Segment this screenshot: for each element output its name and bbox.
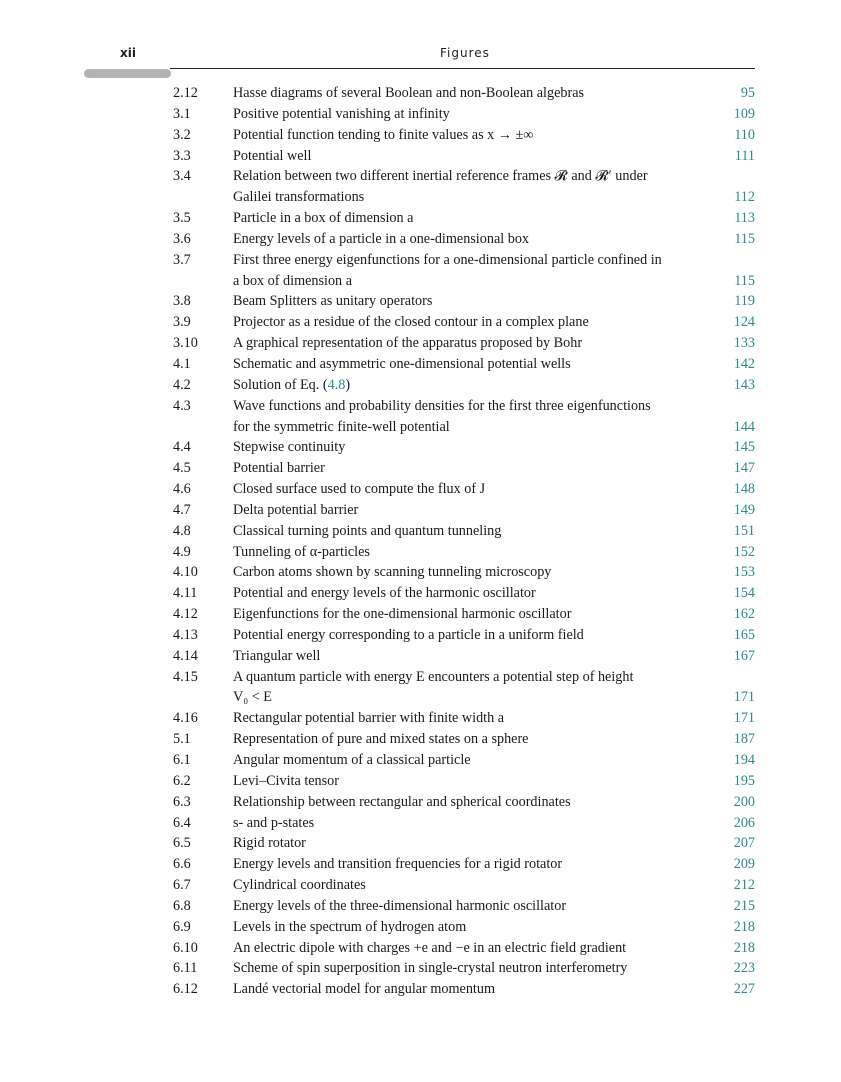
page-link[interactable]: 110 — [734, 126, 755, 143]
entry-line — [173, 583, 755, 604]
entry-line — [173, 875, 755, 896]
figure-title: Positive potential vanishing at infinity — [233, 105, 450, 122]
figure-title: Eigenfunctions for the one-dimensional harmonic oscillator — [233, 606, 572, 623]
figure-number: 4.2 — [173, 376, 191, 393]
figure-title: A quantum particle with energy E encounters a potential step of height — [233, 668, 634, 685]
figure-number: 4.14 — [173, 647, 198, 664]
entry-line — [173, 917, 755, 938]
page-link[interactable]: 143 — [733, 376, 755, 393]
page-link[interactable]: 145 — [733, 439, 755, 456]
figure-number: 6.1 — [173, 752, 191, 768]
figure-number: 6.7 — [173, 877, 191, 894]
page-link[interactable]: 171 — [733, 710, 755, 727]
figure-title: Levels in the spectrum of hydrogen atom — [233, 918, 467, 935]
entry-line — [173, 854, 755, 875]
page-link[interactable]: 171 — [733, 689, 755, 706]
page-link[interactable]: 151 — [733, 522, 755, 539]
list-item[interactable] — [173, 229, 755, 250]
page-link[interactable]: 147 — [733, 460, 755, 477]
entry-line — [173, 833, 755, 854]
entry-line — [173, 958, 755, 979]
list-item[interactable] — [173, 583, 755, 604]
entry-line — [173, 229, 755, 250]
figure-number: 4.7 — [173, 501, 191, 518]
figure-title: Carbon atoms shown by scanning tunneling microscopy — [233, 564, 552, 581]
list-item[interactable] — [173, 979, 755, 1000]
list-item[interactable] — [173, 813, 755, 834]
entry-line — [173, 479, 755, 500]
figure-title: Triangular well — [233, 647, 321, 664]
figure-title: Beam Splitters as unitary operators — [233, 293, 433, 310]
figure-title: for the symmetric finite-well potential — [233, 418, 450, 435]
entry-line — [173, 562, 755, 583]
figure-number: 6.3 — [173, 793, 191, 810]
figure-number: 4.12 — [173, 606, 198, 623]
figure-number: 6.8 — [173, 897, 191, 914]
page-link[interactable]: 133 — [733, 335, 755, 352]
list-item[interactable] — [173, 792, 755, 813]
list-item[interactable] — [173, 125, 755, 146]
list-item[interactable] — [173, 458, 755, 479]
figure-number: 6.10 — [173, 939, 198, 956]
figure-number: 4.16 — [173, 710, 198, 727]
figure-number: 3.6 — [173, 230, 191, 247]
list-item[interactable] — [173, 375, 755, 396]
page-link[interactable]: 113 — [734, 210, 755, 227]
page-link[interactable]: 167 — [733, 647, 755, 664]
page-link[interactable]: 154 — [733, 585, 755, 602]
page-link[interactable]: 212 — [733, 877, 755, 894]
figure-title: Particle in a box of dimension a — [233, 210, 414, 227]
figure-title: Schematic and asymmetric one-dimensional potential wells — [233, 355, 571, 372]
entry-line — [173, 83, 755, 104]
list-item[interactable] — [173, 708, 755, 729]
figure-title: Rectangular potential barrier with finite width a — [233, 710, 505, 727]
page-link[interactable]: 124 — [733, 314, 755, 331]
entry-line — [173, 813, 755, 834]
list-item[interactable] — [173, 437, 755, 458]
entry-line — [173, 708, 755, 729]
page-link[interactable]: 115 — [734, 230, 755, 247]
figure-title: Cylindrical coordinates — [233, 877, 366, 894]
entry-line — [173, 625, 755, 646]
figure-title: Levi–Civita tensor — [233, 772, 339, 789]
figure-number: 4.8 — [173, 522, 191, 539]
list-item[interactable] — [173, 667, 755, 709]
figure-title: Delta potential barrier — [233, 501, 359, 518]
entry-line — [173, 166, 755, 187]
figure-title: Wave functions and probability densities for the first three eigenfunctions — [233, 397, 651, 414]
page-link[interactable]: 153 — [733, 564, 755, 581]
figure-title: Classical turning points and quantum tunneling — [233, 522, 502, 539]
entry-line — [173, 750, 755, 771]
list-item[interactable] — [173, 396, 755, 438]
figure-title: s- and p-states — [233, 814, 315, 831]
list-item[interactable] — [173, 479, 755, 500]
figure-number: 4.10 — [173, 564, 198, 581]
entry-line — [173, 208, 755, 229]
figure-number: 3.10 — [173, 335, 198, 352]
entry-line — [173, 646, 755, 667]
page-link[interactable]: 194 — [733, 752, 755, 768]
list-item[interactable] — [173, 750, 755, 771]
list-item[interactable] — [173, 542, 755, 563]
figure-number: 6.12 — [173, 981, 198, 998]
figure-title: Energy levels of the three-dimensional harmonic oscillator — [233, 897, 567, 914]
page-link[interactable]: 111 — [734, 147, 755, 164]
figure-title: Galilei transformations — [233, 189, 365, 206]
page-link[interactable]: 112 — [734, 189, 755, 206]
page-link[interactable]: 218 — [733, 918, 755, 935]
figure-title: Tunneling of α-particles — [233, 543, 370, 560]
list-item[interactable] — [173, 875, 755, 896]
list-item[interactable] — [173, 104, 755, 125]
list-item[interactable] — [173, 166, 755, 208]
list-item[interactable] — [173, 500, 755, 521]
list-item[interactable] — [173, 958, 755, 979]
entry-line — [173, 125, 755, 146]
page-link[interactable]: 165 — [733, 626, 755, 643]
list-item[interactable] — [173, 938, 755, 959]
figure-number: 3.1 — [173, 105, 191, 122]
page-link[interactable]: 200 — [733, 793, 755, 810]
page-link[interactable]: 149 — [733, 501, 755, 518]
list-item[interactable] — [173, 854, 755, 875]
figure-title: Rigid rotator — [233, 835, 306, 852]
figure-title: Relation between two different inertial reference frames 𝓡 and 𝓡′ under — [233, 168, 648, 185]
figure-title: Representation of pure and mixed states on a sphere — [233, 731, 529, 748]
thumb-tab — [84, 69, 171, 78]
list-item[interactable] — [173, 771, 755, 792]
entry-line — [173, 312, 755, 333]
list-item[interactable] — [173, 917, 755, 938]
list-item[interactable] — [173, 83, 755, 104]
list-item[interactable] — [173, 521, 755, 542]
page-number: xii — [120, 46, 136, 60]
entry-line — [173, 500, 755, 521]
figure-number: 4.9 — [173, 543, 191, 560]
list-item[interactable] — [173, 333, 755, 354]
figure-number: 4.5 — [173, 460, 191, 477]
entry-line — [173, 250, 755, 271]
header-rule — [170, 68, 755, 69]
figure-number: 3.7 — [173, 251, 191, 268]
list-item[interactable] — [173, 354, 755, 375]
page-link[interactable]: 227 — [733, 981, 755, 998]
figure-number: 6.6 — [173, 856, 191, 873]
figure-title: An electric dipole with charges +e and −e in an electric field gradient — [233, 939, 627, 956]
page-link[interactable]: 195 — [733, 772, 755, 789]
entry-line — [173, 417, 755, 438]
figure-title: Potential barrier — [233, 460, 325, 477]
figure-title: Projector as a residue of the closed contour in a complex plane — [233, 314, 589, 331]
figure-title: A graphical representation of the apparatus proposed by Bohr — [233, 335, 583, 352]
page-link[interactable]: 148 — [733, 481, 755, 498]
entry-line — [173, 458, 755, 479]
page-link[interactable]: 95 — [740, 85, 755, 101]
list-item[interactable] — [173, 896, 755, 917]
figure-title: Scheme of spin superposition in single-crystal neutron interferometry — [233, 960, 628, 977]
entry-line — [173, 979, 755, 1000]
entry-line — [173, 604, 755, 625]
figure-title: First three energy eigenfunctions for a one-dimensional particle confined in — [233, 251, 662, 268]
list-item[interactable] — [173, 146, 755, 167]
entry-line — [173, 146, 755, 167]
figure-number: 4.15 — [173, 668, 198, 685]
list-item[interactable] — [173, 625, 755, 646]
list-item[interactable] — [173, 208, 755, 229]
entry-line — [173, 938, 755, 959]
list-of-figures — [173, 83, 755, 1000]
entry-line — [173, 729, 755, 750]
list-item[interactable] — [173, 250, 755, 292]
figure-number: 3.9 — [173, 314, 191, 331]
page-link[interactable]: 207 — [733, 835, 755, 852]
page-link[interactable]: 223 — [733, 960, 755, 977]
list-item[interactable] — [173, 604, 755, 625]
page-link[interactable]: 109 — [733, 105, 755, 122]
figure-number: 6.5 — [173, 835, 191, 852]
figure-number: 4.1 — [173, 355, 191, 372]
figure-number: 3.5 — [173, 210, 191, 227]
entry-line — [173, 396, 755, 417]
page-link[interactable]: 162 — [733, 606, 755, 623]
list-item[interactable] — [173, 833, 755, 854]
entry-line — [173, 542, 755, 563]
page-link[interactable]: 215 — [733, 897, 755, 914]
running-title: Figures — [440, 46, 490, 60]
page-link[interactable]: 187 — [733, 731, 755, 748]
entry-line — [173, 271, 755, 292]
figure-title: Landé vectorial model for angular momentum — [233, 981, 495, 998]
figure-number: 6.4 — [173, 814, 191, 831]
list-item[interactable] — [173, 646, 755, 667]
figure-title: a box of dimension a — [233, 272, 352, 289]
figure-number: 6.11 — [173, 960, 198, 977]
page-link[interactable]: 152 — [733, 543, 755, 560]
figure-title: Hasse diagrams of several Boolean and non-Boolean algebras — [233, 85, 585, 101]
page-link[interactable]: 218 — [733, 939, 755, 956]
entry-line — [173, 437, 755, 458]
entry-line — [173, 521, 755, 542]
figure-number: 2.12 — [173, 85, 198, 101]
entry-line — [173, 375, 755, 396]
entry-line — [173, 771, 755, 792]
figure-title: Potential well — [233, 147, 312, 164]
list-item[interactable] — [173, 312, 755, 333]
page-link[interactable]: 209 — [733, 856, 755, 873]
entry-line — [173, 354, 755, 375]
entry-line — [173, 291, 755, 312]
figure-number: 6.2 — [173, 772, 191, 789]
entry-line — [173, 187, 755, 208]
entry-line — [173, 896, 755, 917]
page-link[interactable]: 206 — [733, 814, 755, 831]
figure-number: 4.3 — [173, 397, 191, 414]
figure-title: V₀ < E — [233, 689, 272, 706]
figure-number: 3.4 — [173, 168, 191, 185]
figure-number: 4.4 — [173, 439, 191, 456]
page-link[interactable]: 119 — [734, 293, 755, 310]
entry-line — [173, 104, 755, 125]
page-header — [0, 0, 841, 90]
figure-number: 6.9 — [173, 918, 191, 935]
figure-number: 4.6 — [173, 481, 191, 498]
figure-title: Solution of Eq. (4.8) — [233, 376, 351, 393]
figure-title: Closed surface used to compute the flux of J — [233, 481, 486, 498]
figure-title: Relationship between rectangular and spherical coordinates — [233, 793, 571, 810]
figure-title: Potential energy corresponding to a particle in a uniform field — [233, 626, 584, 643]
equation-link[interactable]: 4.8 — [327, 376, 346, 393]
figure-title: Angular momentum of a classical particle — [233, 752, 471, 768]
figure-number: 4.11 — [173, 585, 198, 602]
page-link[interactable]: 115 — [734, 272, 755, 289]
figure-title: Energy levels and transition frequencies for a rigid rotator — [233, 856, 563, 873]
list-item[interactable] — [173, 729, 755, 750]
figure-title: Potential and energy levels of the harmonic oscillator — [233, 585, 536, 602]
entry-line — [173, 687, 755, 708]
list-item[interactable] — [173, 291, 755, 312]
page-link[interactable]: 144 — [733, 418, 755, 435]
page-link[interactable]: 142 — [733, 355, 755, 372]
figure-title: Stepwise continuity — [233, 439, 346, 456]
entry-line — [173, 333, 755, 354]
figure-number: 5.1 — [173, 731, 191, 748]
entry-line — [173, 667, 755, 688]
entry-line — [173, 792, 755, 813]
figure-title: Potential function tending to finite values as x → ±∞ — [233, 126, 534, 143]
figure-number: 3.2 — [173, 126, 191, 143]
figure-number: 4.13 — [173, 626, 198, 643]
list-item[interactable] — [173, 562, 755, 583]
figure-number: 3.3 — [173, 147, 191, 164]
figure-title: Energy levels of a particle in a one-dimensional box — [233, 230, 530, 247]
figure-number: 3.8 — [173, 293, 191, 310]
